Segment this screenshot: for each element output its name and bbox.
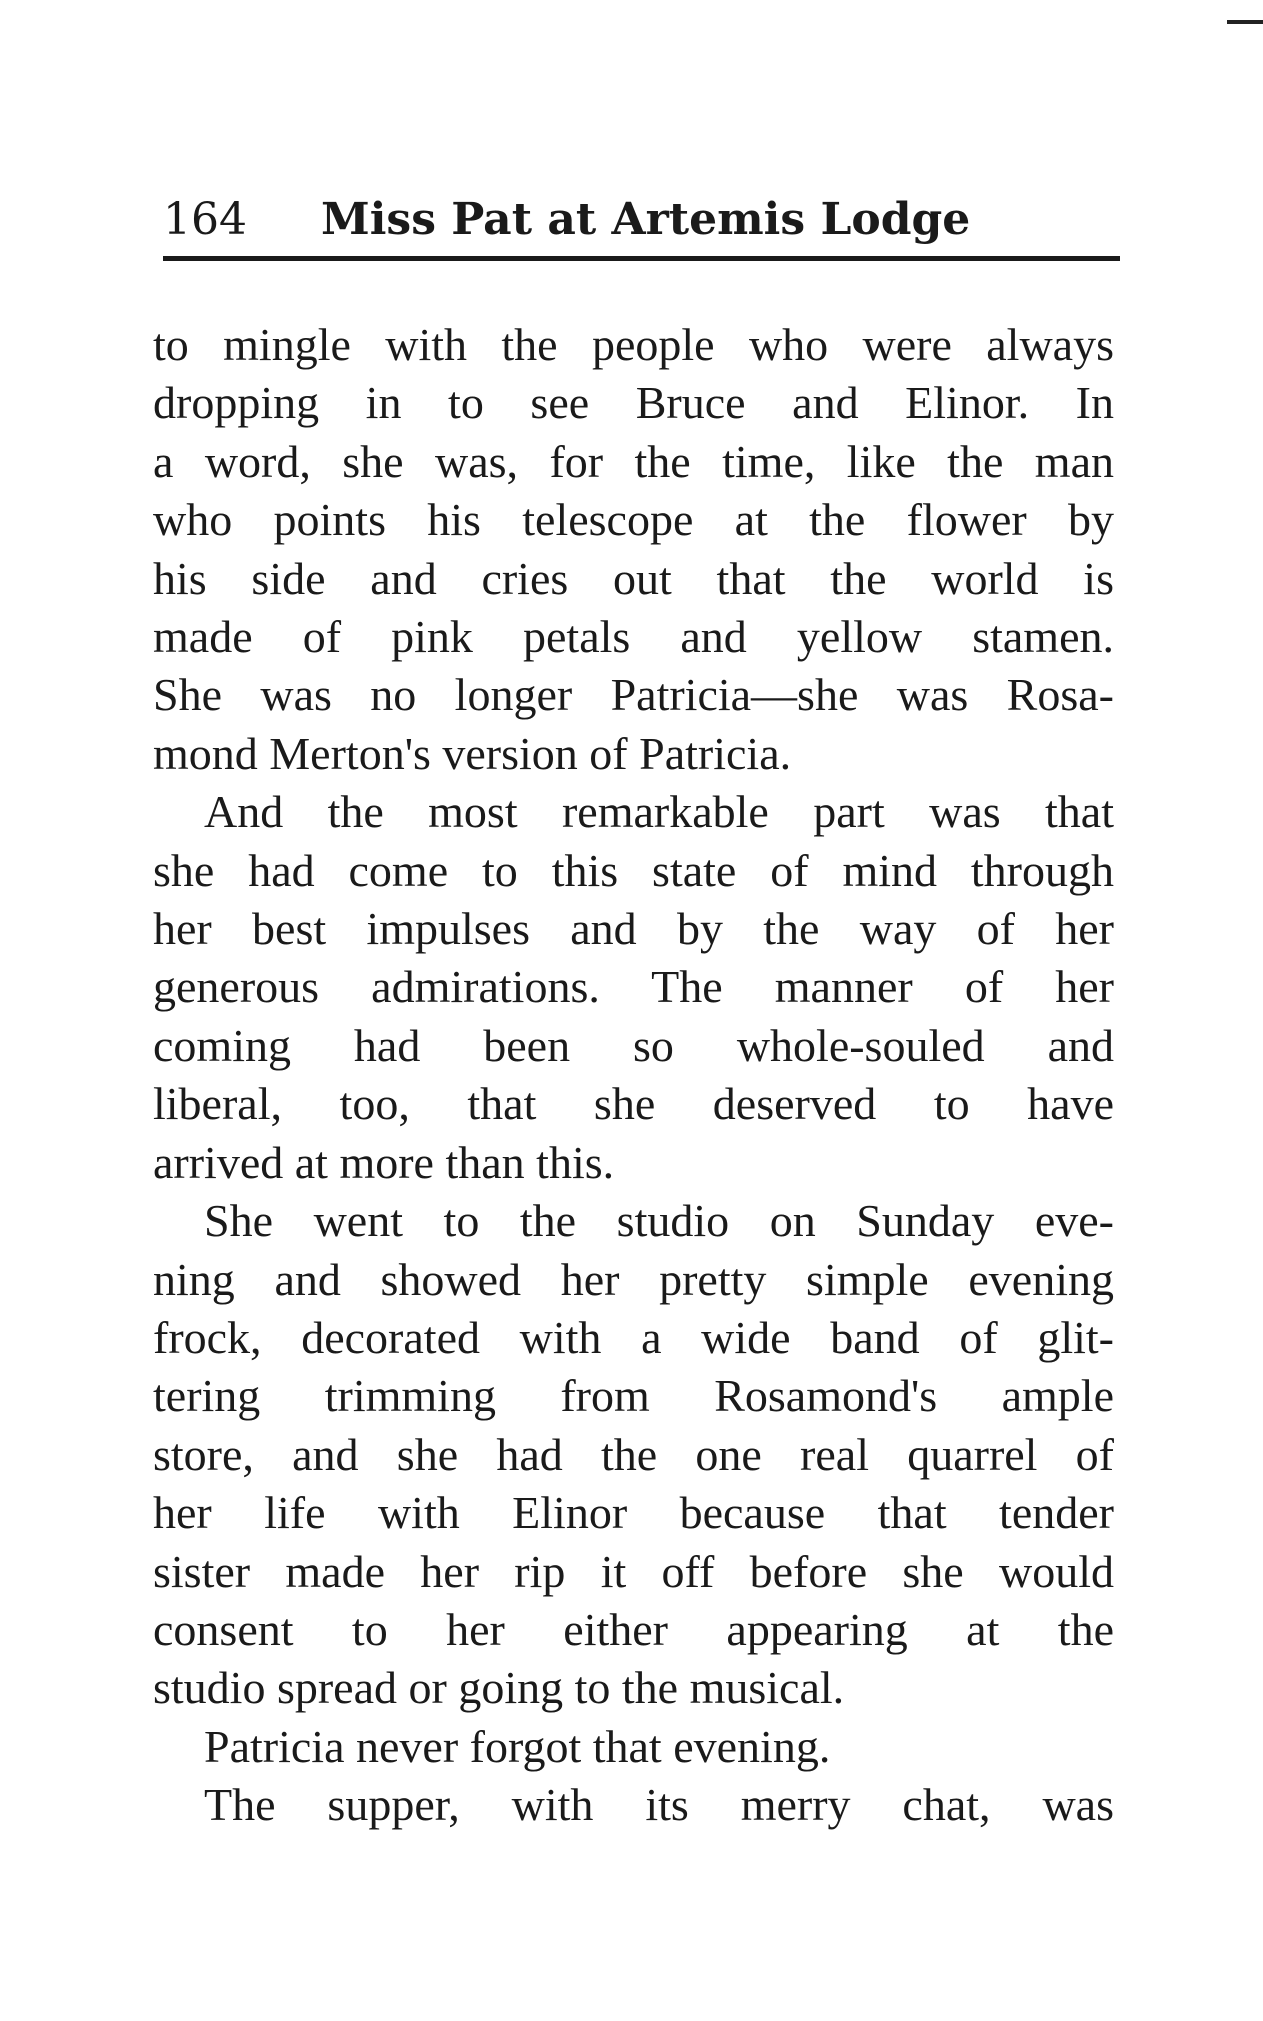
text-line: made of pink petals and yellow stamen. — [153, 611, 1114, 663]
running-header — [163, 196, 1120, 244]
text-line: she had come to this state of mind through — [153, 844, 1114, 896]
paragraph-2 — [153, 783, 1114, 1192]
text-line: her life with Elinor because that tender — [153, 1487, 1114, 1539]
text-line: She went to the studio on Sunday eve- — [204, 1195, 1114, 1247]
text-line: generous admirations. The manner of her — [153, 961, 1114, 1013]
paragraph-5 — [153, 1776, 1114, 1834]
text-line: store, and she had the one real quarrel of — [153, 1428, 1114, 1480]
text-line: to mingle with the people who were always — [153, 319, 1114, 370]
running-title: Miss Pat at Artemis Lodge — [321, 194, 971, 245]
text-line: studio spread or going to the musical. — [153, 1662, 845, 1714]
text-line: mond Merton's version of Patricia. — [153, 727, 792, 779]
text-line: his side and cries out that the world is — [153, 552, 1114, 604]
text-line: who points his telescope at the flower by — [153, 494, 1114, 546]
paragraph-1 — [153, 316, 1114, 783]
text-line: dropping in to see Bruce and Elinor. In — [153, 377, 1114, 429]
text-line: Patricia never forgot that evening. — [204, 1720, 831, 1772]
text-line: a word, she was, for the time, like the man — [153, 435, 1114, 487]
text-line: tering trimming from Rosamond's ample — [153, 1370, 1114, 1422]
paragraph-3 — [153, 1192, 1114, 1718]
text-line: arrived at more than this. — [153, 1136, 615, 1188]
text-line: coming had been so whole-souled and — [153, 1019, 1114, 1071]
header-rule — [163, 256, 1120, 261]
text-line: ning and showed her pretty simple evening — [153, 1253, 1114, 1305]
text-line: The supper, with its merry chat, was — [204, 1779, 1114, 1831]
text-line: She was no longer Patricia—she was Rosa- — [153, 669, 1114, 721]
text-line: consent to her either appearing at the — [153, 1603, 1114, 1655]
text-line: her best impulses and by the way of her — [153, 903, 1114, 955]
scan-edge-mark — [1227, 20, 1263, 24]
page-number: 164 — [163, 194, 247, 245]
text-line: And the most remarkable part was that — [204, 786, 1114, 838]
body-text — [153, 316, 1114, 1835]
text-line: sister made her rip it off before she would — [153, 1545, 1114, 1597]
text-line: liberal, too, that she deserved to have — [153, 1078, 1114, 1130]
text-line: frock, decorated with a wide band of glit- — [153, 1311, 1114, 1363]
paragraph-4 — [153, 1718, 1114, 1776]
